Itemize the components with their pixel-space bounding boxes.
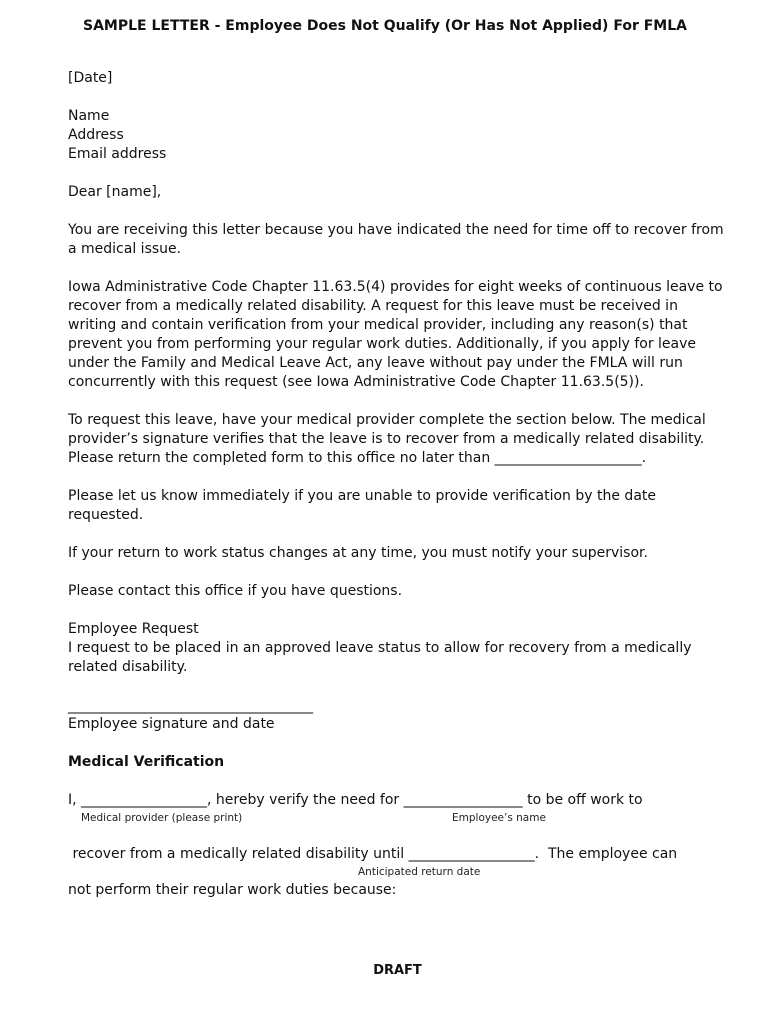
employee-request-section: Employee Request I request to be placed in an approved leave status to allow for recovery from a medically related disability.	[68, 620, 728, 677]
provider-name-label: Medical provider (please print)	[81, 812, 243, 824]
verification-line-2: recover from a medically related disability until __________________. The employee can	[68, 846, 678, 862]
recipient-block	[68, 107, 728, 164]
employee-request-heading: Employee Request	[68, 621, 199, 637]
paragraph-intro: You are receiving this letter because you have indicated the need for time off to recover from a medical issue.	[68, 222, 724, 257]
draft-footer: DRAFT	[373, 963, 422, 978]
employee-signature-line: ___________________________________	[68, 698, 313, 714]
verification-line-1: I, __________________, hereby verify the need for _________________ to be off work to	[68, 792, 643, 808]
verification-line-3: not perform their regular work duties because:	[68, 882, 397, 898]
recipient-name: Name	[68, 108, 110, 124]
paragraph-verification: Please let us know immediately if you are unable to provide verification by the date requested.	[68, 488, 656, 523]
paragraph-contact: Please contact this office if you have questions.	[68, 583, 403, 599]
paragraph-iowa-code: Iowa Administrative Code Chapter 11.63.5(4) provides for eight weeks of continuous leave to recover from a medically related disability. A request for this leave must be received in writing and contain verification from your medical provider, including any reason(s) that prevent you from performing your regular work duties. Additionally, if you apply for leave under the Family and Medical Leave Act, any leave without pay under the FMLA will run concurrently with this request (see Iowa Administrative Code Chapter 11.63.5(5)).	[68, 279, 723, 390]
employee-name-label: Employee’s name	[452, 812, 546, 824]
employee-signature-label: Employee signature and date	[68, 716, 275, 732]
paragraph-status-change: If your return to work status changes at any time, you must notify your supervisor.	[68, 545, 648, 561]
paragraph-request-leave: To request this leave, have your medical provider complete the section below. The medical provider’s signature verifies that the leave is to recover from a medically related disability. Please return the completed form to this office no later than _____________________.	[68, 412, 706, 466]
medical-verification-heading: Medical Verification	[68, 754, 225, 770]
recipient-address: Address	[68, 127, 124, 143]
recipient-email: Email address	[68, 146, 167, 162]
greeting: Dear [name],	[68, 184, 162, 200]
return-date-label: Anticipated return date	[358, 866, 481, 878]
letter-title: SAMPLE LETTER - Employee Does Not Qualify (Or Has Not Applied) For FMLA	[83, 18, 687, 34]
date-placeholder: [Date]	[68, 70, 113, 86]
